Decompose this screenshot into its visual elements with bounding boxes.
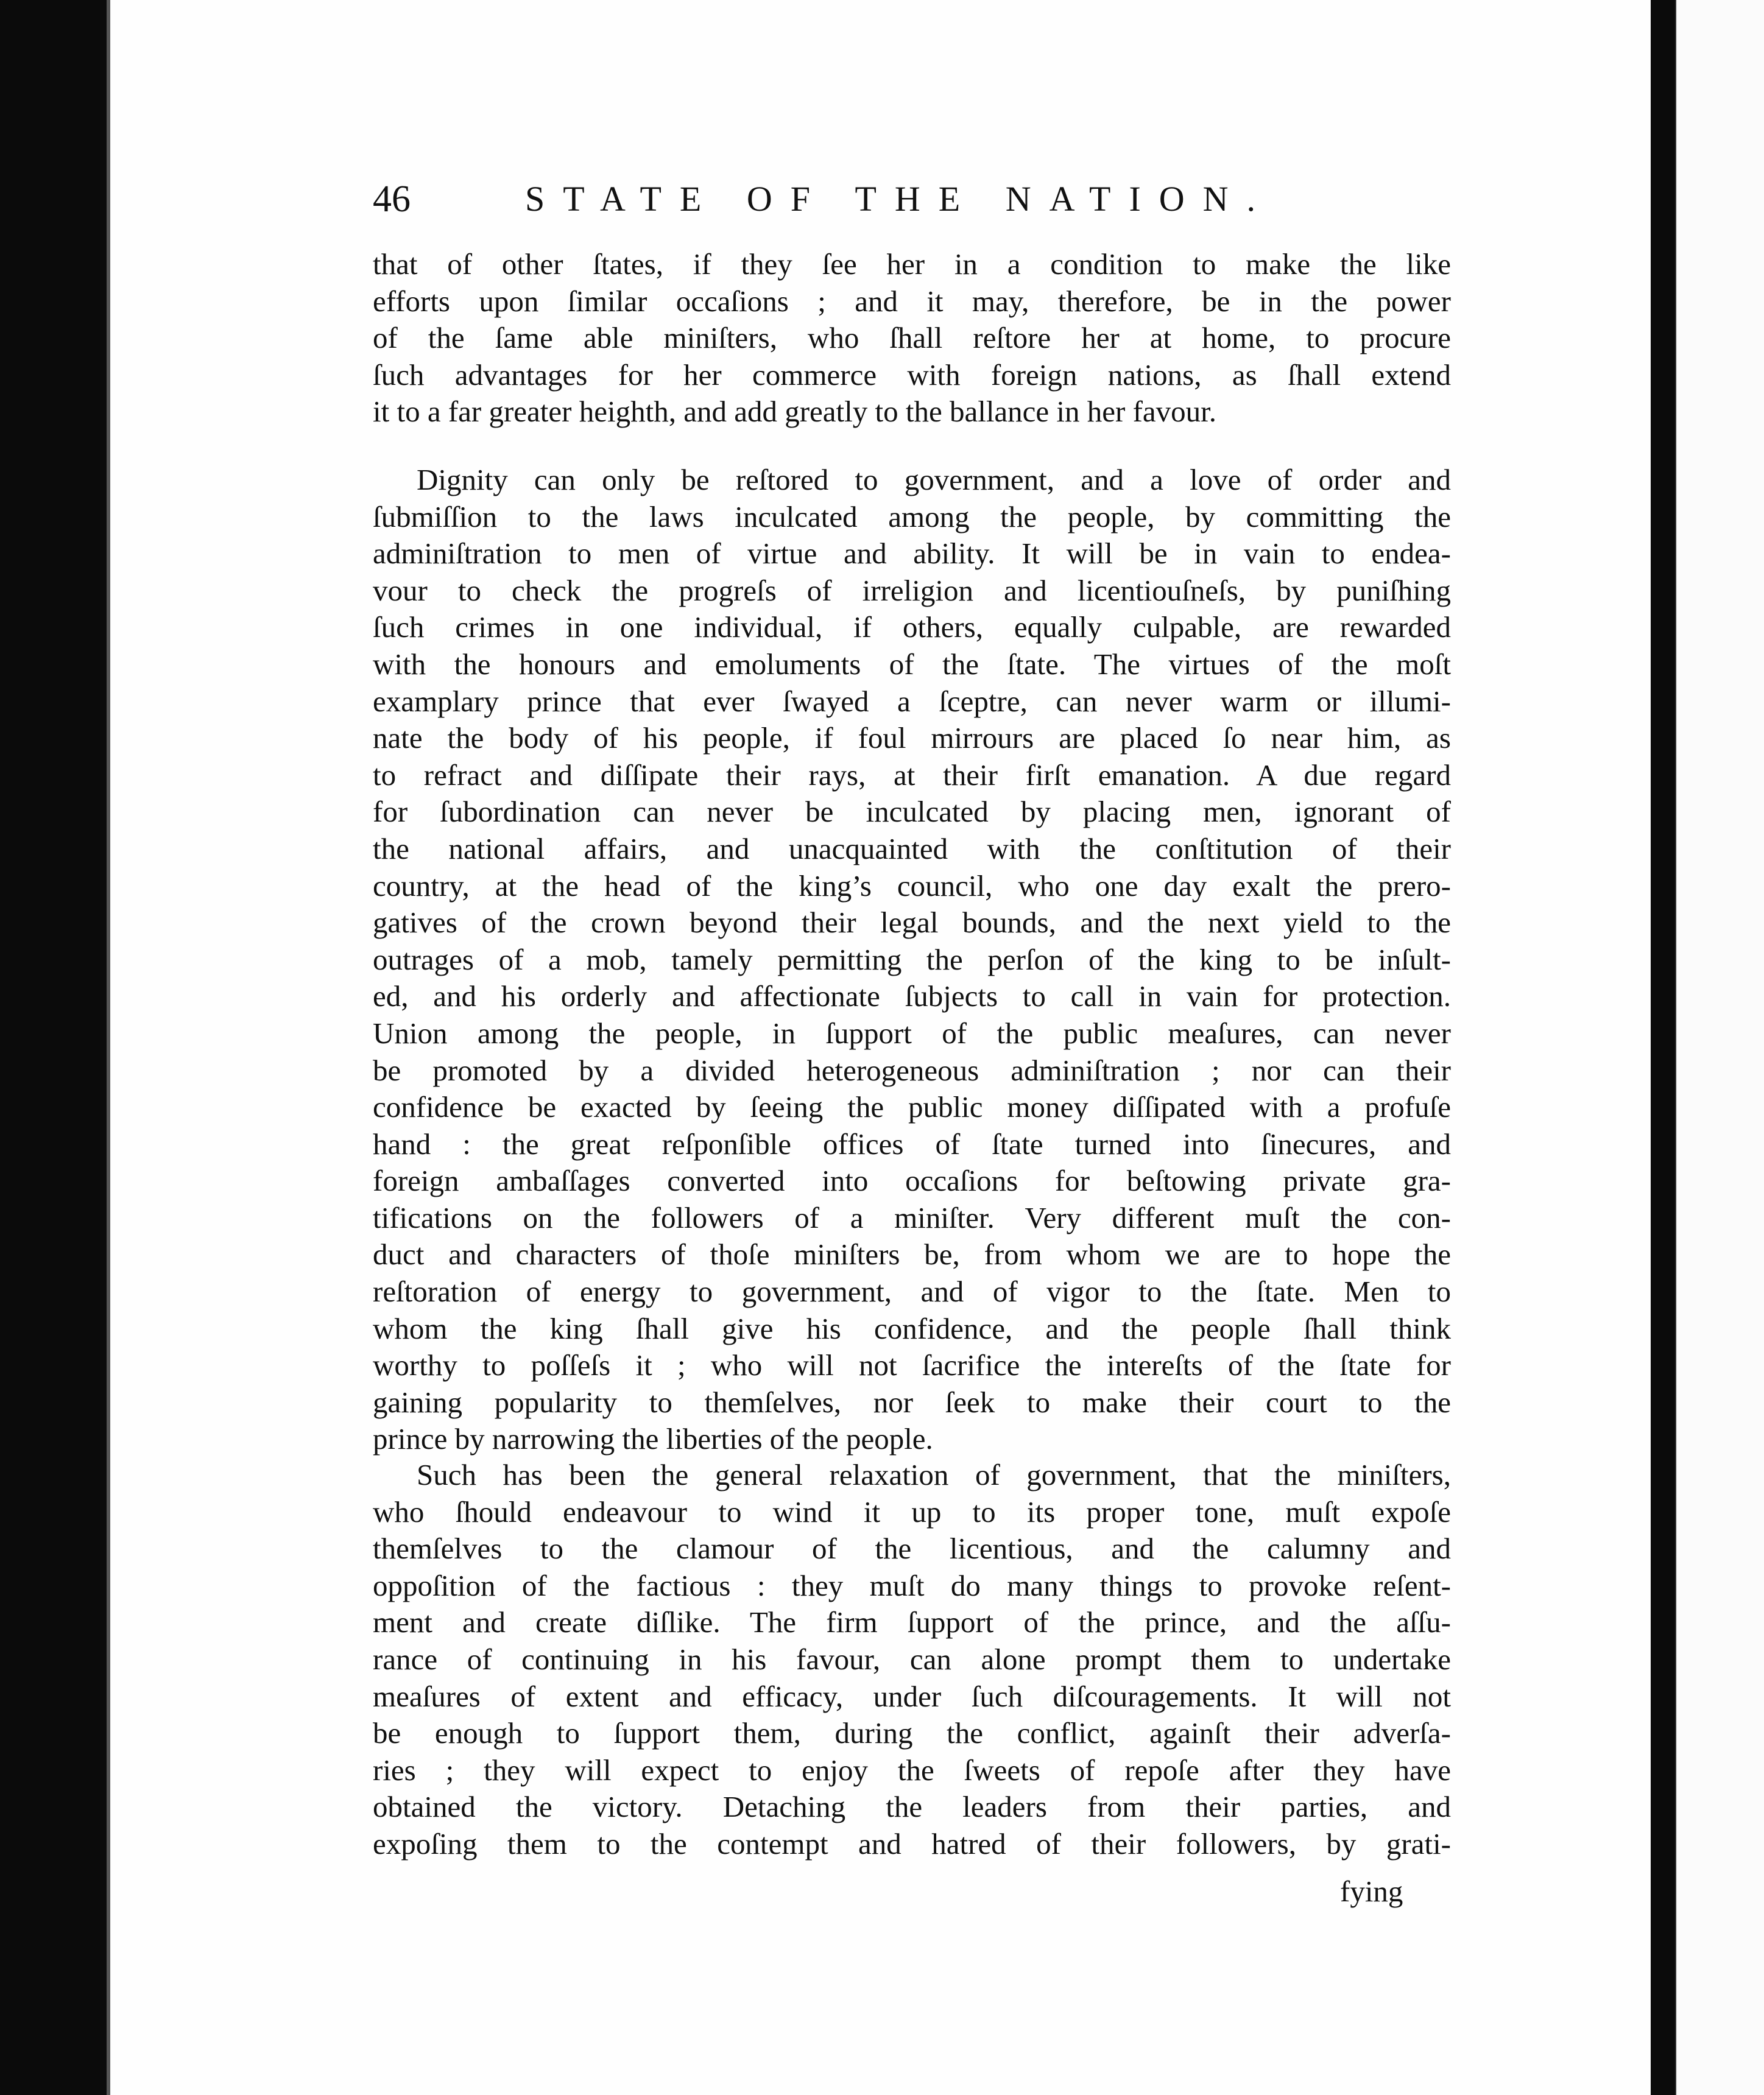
text-line: that of other ſtates, if they ſee her in a condition to make the like	[373, 247, 1451, 281]
paragraph-3	[373, 1457, 1451, 1863]
text-line: whom the king ſhall give his confidence, and the people ſhall think	[373, 1311, 1451, 1345]
text-line: country, at the head of the king’s council, who one day exalt the prero-	[373, 868, 1451, 903]
text-line: rance of continuing in his favour, can alone prompt them to undertake	[373, 1642, 1451, 1676]
text-line: reſtoration of energy to government, and of vigor to the ſtate. Men to	[373, 1275, 1451, 1309]
text-line: foreign ambaſſages converted into occaſions for beſtowing private gra-	[373, 1164, 1451, 1198]
text-line: for ſubordination can never be inculcated by placing men, ignorant of	[373, 795, 1451, 829]
text-line: vour to check the progreſs of irreligion and licentiouſneſs, by puniſhing	[373, 573, 1451, 607]
text-line: Such has been the general relaxation of government, that the miniſters,	[417, 1458, 1451, 1491]
text-line: ſubmiſſion to the laws inculcated among the people, by committing the	[373, 499, 1451, 533]
running-title: STATE OF THE NATION.	[525, 179, 1274, 219]
catchword: fying	[1340, 1875, 1403, 1908]
scan-border-right	[1651, 0, 1675, 2095]
text-line: of the ſame able miniſters, who ſhall reſtore her at home, to procure	[373, 321, 1451, 355]
text-line: outrages of a mob, tamely permitting the perſon of the king to be inſult-	[373, 942, 1451, 976]
paragraph-2	[373, 462, 1451, 1458]
text-line: gatives of the crown beyond their legal bounds, and the next yield to the	[373, 906, 1451, 940]
text-line: adminiſtration to men of virtue and ability. It will be in vain to endea-	[373, 537, 1451, 571]
text-line: Union among the people, in ſupport of the public meaſures, can never	[373, 1016, 1451, 1050]
text-line: hand : the great reſponſible offices of ſtate turned into ſinecures, and	[373, 1127, 1451, 1161]
text-line: it to a far greater heighth, and add greatly to the ballance in her favour.	[373, 395, 1217, 429]
text-line: ſuch crimes in one individual, if others, equally culpable, are rewarded	[373, 610, 1451, 644]
text-line: be promoted by a divided heterogeneous adminiſtration ; nor can their	[373, 1053, 1451, 1087]
text-line: Dignity can only be reſtored to government, and a love of order and	[417, 463, 1451, 496]
page-number: 46	[373, 178, 411, 220]
text-line: ment and create diſlike. The firm ſupport of the prince, and the aſſu-	[373, 1605, 1451, 1639]
text-line: ed, and his orderly and affectionate ſubjects to call in vain for protection.	[373, 979, 1451, 1013]
text-line: meaſures of extent and efficacy, under ſuch diſcouragements. It will not	[373, 1679, 1451, 1713]
text-line: duct and characters of thoſe miniſters be, from whom we are to hope the	[373, 1238, 1451, 1272]
text-line: who ſhould endeavour to wind it up to its proper tone, muſt expoſe	[373, 1495, 1451, 1529]
text-line: themſelves to the clamour of the licentious, and the calumny and	[373, 1532, 1451, 1566]
page-edge	[107, 0, 110, 2095]
text-line: with the honours and emoluments of the ſtate. The virtues of the moſt	[373, 647, 1451, 681]
text-line: confidence be exacted by ſeeing the public money diſſipated with a profuſe	[373, 1090, 1451, 1124]
text-line: obtained the victory. Detaching the leaders from their parties, and	[373, 1790, 1451, 1824]
text-line: ries ; they will expect to enjoy the ſweets of repoſe after they have	[373, 1753, 1451, 1787]
facing-page-edge	[1675, 0, 1764, 2095]
paragraph-1	[373, 246, 1451, 431]
text-line: prince by narrowing the liberties of the people.	[373, 1422, 933, 1456]
text-line: be enough to ſupport them, during the conflict, againſt their adverſa-	[373, 1716, 1451, 1750]
text-line: gaining popularity to themſelves, nor ſeek to make their court to the	[373, 1385, 1451, 1419]
text-line: worthy to poſſeſs it ; who will not ſacrifice the intereſts of the ſtate for	[373, 1348, 1451, 1382]
text-line: ſuch advantages for her commerce with foreign nations, as ſhall extend	[373, 357, 1451, 392]
text-line: expoſing them to the contempt and hatred of their followers, by grati-	[373, 1826, 1451, 1861]
text-line: examplary prince that ever ſwayed a ſceptre, can never warm or illumi-	[373, 684, 1451, 718]
text-line: oppoſition of the factious : they muſt do many things to provoke reſent-	[373, 1568, 1451, 1602]
running-head	[373, 172, 1360, 227]
text-line: the national affairs, and unacquainted with the conſtitution of their	[373, 831, 1451, 865]
text-line: to refract and diſſipate their rays, at their firſt emanation. A due regard	[373, 758, 1451, 792]
scan-border-left	[0, 0, 107, 2095]
text-line: nate the body of his people, if foul mirrours are placed ſo near him, as	[373, 721, 1451, 755]
text-line: efforts upon ſimilar occaſions ; and it may, therefore, be in the power	[373, 284, 1451, 318]
text-line: tifications on the followers of a miniſter. Very different muſt the con-	[373, 1200, 1451, 1234]
